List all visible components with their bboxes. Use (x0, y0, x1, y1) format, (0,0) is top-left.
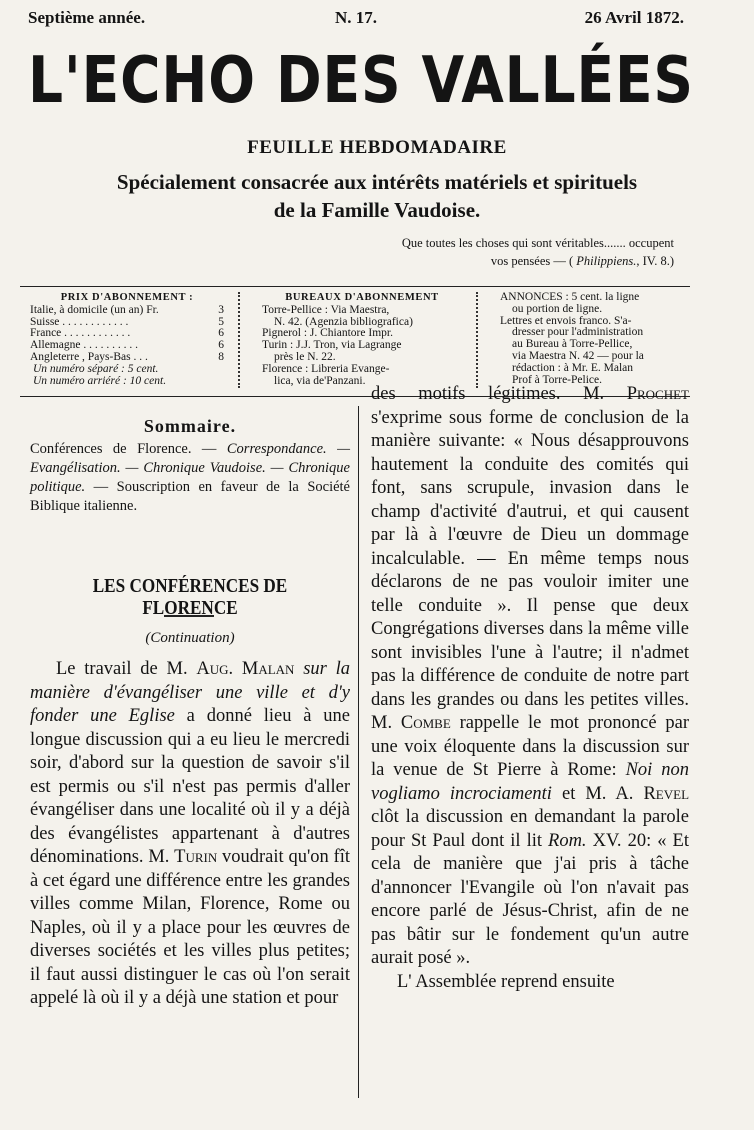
office-line: Turin : J.J. Tron, via Lagrange (262, 339, 402, 352)
continuation-label: (Continuation) (145, 630, 235, 646)
ad-line: dresser pour l'administration (512, 326, 644, 339)
offices-heading: BUREAUX D'ABONNEMENT (285, 292, 439, 303)
office-line: N. 42. (Agenzia bibliografica) (274, 315, 413, 328)
issue-number: N. 17. (334, 8, 378, 27)
article-paragraph: Le travail de M. Aug. Malan sur la manière d'évangéliser une ville et d'y fonder une Eglise a donné lieu à une longue discussion qui a eu lieu le mercredi soir, d'abord sur la question de savoir s'il est permis ou s'il n'est pas permis d'aller évangéliser dans une localité où il y a déjà des évangélistes appartenant à d'autres dénominations. M. Turin voudrait qu'on fît à cet égard une différence entre les grandes villes comme Milan, Florence, Rome ou Naples, où il y a place pour les œuvres de diverses sociétés et les villes plus petites; il faut aussi distinguer le cas où l'on serait appelé là où il y a déjà une station et pour (30, 659, 350, 1008)
price-row: Angleterre , Pays-Bas . . . 8 (30, 350, 224, 363)
issue-date: 26 Avril 1872. (584, 8, 684, 27)
office-line: Pignerol : J. Chiantore Impr. (262, 327, 393, 340)
masthead-title: L'ECHO DES VALLÉES (28, 44, 694, 118)
office-line: Florence : Libreria Evange- (262, 362, 390, 375)
dotted-separator (238, 292, 240, 388)
subscription-prices (30, 292, 224, 387)
issue-line (28, 8, 684, 34)
issue-year: Septième année. (28, 8, 146, 27)
epigraph: Que toutes les choses qui sont véritables....... occupent vos pensées — ( Philippiens., IV. 8.) (401, 236, 674, 268)
ad-line: ou portion de ligne. (512, 302, 603, 315)
price-row: France . . . . . . . . . . . . 6 (30, 327, 224, 340)
ad-line: via Maestra N. 42 — pour la (512, 349, 644, 362)
subscription-offices (262, 292, 462, 387)
dotted-separator (476, 292, 478, 388)
ad-line: Prof à Torre-Pelice. (512, 373, 602, 386)
price-row: Suisse . . . . . . . . . . . . 5 (30, 315, 224, 328)
ad-line: au Bureau à Torre-Pellice, (512, 338, 633, 351)
right-column (371, 383, 689, 994)
subscription-heading: PRIX D'ABONNEMENT : (60, 292, 194, 303)
ad-line: ANNONCES : 5 cent. la ligne (500, 291, 640, 303)
price-row: Italie, à domicile (un an) Fr. 3 (30, 303, 224, 316)
price-row: Allemagne . . . . . . . . . . 6 (30, 339, 224, 352)
single-issue-price: Un numéro séparé : 5 cent. (33, 362, 159, 375)
tagline: Spécialement consacrée aux intérêts matériels et spirituels de la Famille Vaudoise. (116, 170, 638, 222)
article-paragraph: des motifs légitimes. M. Prochet s'exprime sous forme de conclusion de la manière suivante: « Nous désapprouvons hautement la conduite des comités qui font, sans scrupule, invasion dans le champ d'activité d'autrui, et qui causent par là à l'œuvre de Dieu un dommage incalculable. — En même temps nous déclarons de ne pas vouloir imiter une telle conduite ». Il pense que deux Congrégations diverses dans la même ville sont invisibles l'une à l'autre; il n'admet pas la différence de conduite de notre part dans les grandes ou dans les petites villes. M. Combe rappelle le mot prononcé par une voix éloquente dans la discussion sur la venue de St Pierre à Rome: Noi non vogliamo incrociamenti et M. A. Revel clôt la discussion en demandant la parole pour St Paul dont il lit Rom. XV. 20: « Et cela de manière que j'ai pris à tâche d'annoncer l'Evangile où l'on n'avait pas encore parlé de Jésus-Christ, afin de ne pas bâtir sur le fondement qu'un autre aurait posé ». (371, 384, 690, 968)
article-title: LES CONFÉRENCES DE FLORENCE (92, 576, 288, 619)
divider-top (20, 286, 690, 287)
summary-title: Sommaire. (143, 416, 237, 436)
title-rule (164, 615, 214, 617)
summary-text: Conférences de Florence. — Correspondance. — Evangélisation. — Chronique Vaudoise. — Chronique politique. — Souscription en faveur de la Société Biblique italienne. (30, 441, 350, 514)
ad-line: rédaction : à Mr. E. Malan (512, 361, 634, 374)
column-rule (358, 406, 359, 1098)
office-line: Torre-Pellice : Via Maestra, (262, 303, 390, 316)
ad-line: Lettres et envois franco. S'a- (500, 314, 632, 327)
advertising-info (500, 292, 690, 386)
office-line: lica, via de'Panzani. (274, 374, 366, 387)
subtitle: FEUILLE HEBDOMADAIRE (247, 137, 507, 158)
back-issue-price: Un numéro arriéré : 10 cent. (33, 374, 167, 387)
office-line: près le N. 22. (274, 350, 336, 363)
article-paragraph: L' Assemblée reprend ensuite (397, 971, 615, 992)
